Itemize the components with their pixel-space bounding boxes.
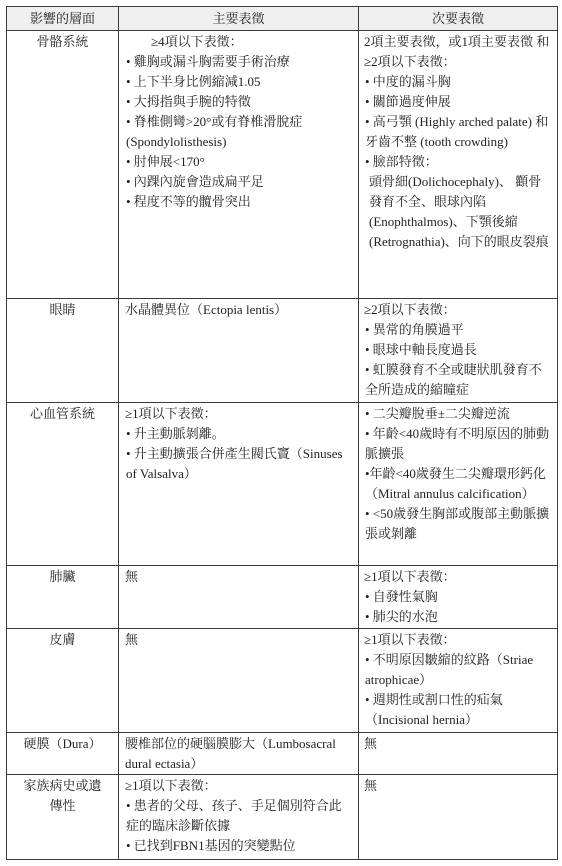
- criteria-text: 水晶體異位（Ectopia lentis）: [125, 302, 288, 317]
- table-header: [7, 7, 558, 31]
- header-row: [7, 7, 558, 31]
- minor-signs-cell: [359, 775, 558, 860]
- criteria-intro: ≥1項以下表徵：: [125, 406, 217, 421]
- minor-signs-cell: [359, 629, 558, 733]
- criteria-intro: ≥1項以下表徵：: [125, 778, 217, 793]
- criteria-text: 無: [364, 736, 378, 751]
- minor-signs-cell: [359, 31, 558, 299]
- aspect-cell: 家族病史或遺傳性: [7, 775, 119, 860]
- header-minor-signs: 次要表徵: [359, 7, 558, 31]
- criteria-item: • 肺尖的水泡: [365, 609, 438, 624]
- criteria-text: 無: [125, 632, 139, 647]
- criteria-item: • 二尖瓣脫垂±二尖瓣逆流: [365, 406, 510, 421]
- row-lungs: [7, 566, 558, 629]
- criteria-item: • 眼球中軸長度過長: [365, 342, 477, 357]
- criteria-intro: ≥1項以下表徵：: [364, 632, 456, 647]
- major-signs-cell: [119, 31, 359, 299]
- criteria-item: • 肘伸展<170°: [126, 154, 205, 169]
- criteria-text: 無: [125, 569, 139, 584]
- header-major-signs: 主要表徵: [119, 7, 359, 31]
- criteria-item: • 上下半身比例縮減1.05: [126, 74, 261, 89]
- criteria-text: 無: [364, 778, 378, 793]
- criteria-item: • 年齡<40歲時有不明原因的肺動脈擴張: [365, 426, 550, 461]
- major-signs-cell: [119, 566, 359, 629]
- criteria-item: • 異常的角膜過平: [365, 322, 464, 337]
- major-signs-cell: [119, 733, 359, 775]
- criteria-item: • 關節過度伸展: [365, 94, 451, 109]
- aspect-cell: 骨骼系統: [7, 31, 119, 299]
- diagnostic-criteria-table: [6, 6, 558, 860]
- criteria-item: • 雞胸或漏斗胸需要手術治療: [126, 54, 290, 69]
- criteria-item: • 程度不等的髖骨突出: [126, 194, 251, 209]
- criteria-item: • 自發性氣胸: [365, 589, 438, 604]
- criteria-item: • 已找到FBN1基因的突變點位: [126, 838, 296, 853]
- row-skin: [7, 629, 558, 733]
- aspect-cell: 心血管系統: [7, 403, 119, 566]
- row-cardiovascular-system: [7, 403, 558, 566]
- row-family-history: [7, 775, 558, 860]
- major-signs-cell: [119, 403, 359, 566]
- criteria-item: •年齡<40歲發生二尖瓣環形鈣化（Mitral annulus calcification）: [365, 466, 546, 501]
- row-skeletal-system: [7, 31, 558, 299]
- criteria-item: • 升主動擴張合併產生閥氏竇（Sinuses of Valsalva）: [126, 446, 343, 481]
- criteria-item: • 中度的漏斗胸: [365, 74, 451, 89]
- criteria-item: • 虹膜發育不全或睫狀肌發育不全所造成的縮瞳症: [365, 362, 542, 397]
- criteria-item: • 升主動脈剝離。: [126, 426, 225, 441]
- row-eyes: [7, 299, 558, 403]
- header-aspect: 影響的層面: [7, 7, 119, 31]
- criteria-item: • 脊椎側彎>20°或有脊椎滑脫症 (Spondylolisthesis): [126, 114, 303, 149]
- minor-signs-cell: [359, 403, 558, 566]
- criteria-text: 腰椎部位的硬腦膜膨大（Lumbosacral dural ectasia）: [125, 736, 336, 771]
- criteria-item: • 高弓顎 (Highly arched palate) 和牙齒不整 (tooth crowding): [365, 114, 549, 149]
- criteria-item: • 大拇指與手腕的特徵: [126, 94, 251, 109]
- minor-signs-cell: [359, 566, 558, 629]
- criteria-item: • 患者的父母、孩子、手足個別符合此症的臨床診斷依據: [126, 798, 342, 833]
- row-dura: [7, 733, 558, 775]
- criteria-item: • 不明原因皺縮的紋路（Striae atrophicae）: [365, 652, 534, 687]
- major-signs-cell: [119, 629, 359, 733]
- facial-features-detail: 頭骨細(Dolichocephaly)、 顴骨發育不全、眼球內陷(Enophthalmos)、下顎後縮(Retrognathia)、向下的眼皮裂痕: [369, 174, 549, 249]
- criteria-item: • 內踝內旋會造成扁平足: [126, 174, 264, 189]
- criteria-item: • <50歲發生胸部或腹部主動脈擴張或剝離: [365, 506, 550, 541]
- aspect-cell: 肺臟: [7, 566, 119, 629]
- criteria-item: • 週期性或割口性的疝氣（Incisional hernia）: [365, 692, 503, 727]
- major-signs-cell: [119, 299, 359, 403]
- aspect-cell: 眼睛: [7, 299, 119, 403]
- criteria-item: • 臉部特徵：: [365, 154, 438, 169]
- table-body: [7, 31, 558, 860]
- minor-signs-cell: [359, 733, 558, 775]
- aspect-cell: 硬膜（Dura）: [7, 733, 119, 775]
- criteria-intro: ≥4項以下表徵：: [151, 34, 243, 49]
- aspect-cell: 皮膚: [7, 629, 119, 733]
- criteria-intro: 2項主要表徵，或1項主要表徵 和≥2項以下表徵：: [364, 34, 550, 69]
- major-signs-cell: [119, 775, 359, 860]
- criteria-intro: ≥1項以下表徵：: [364, 569, 456, 584]
- minor-signs-cell: [359, 299, 558, 403]
- criteria-intro: ≥2項以下表徵：: [364, 302, 456, 317]
